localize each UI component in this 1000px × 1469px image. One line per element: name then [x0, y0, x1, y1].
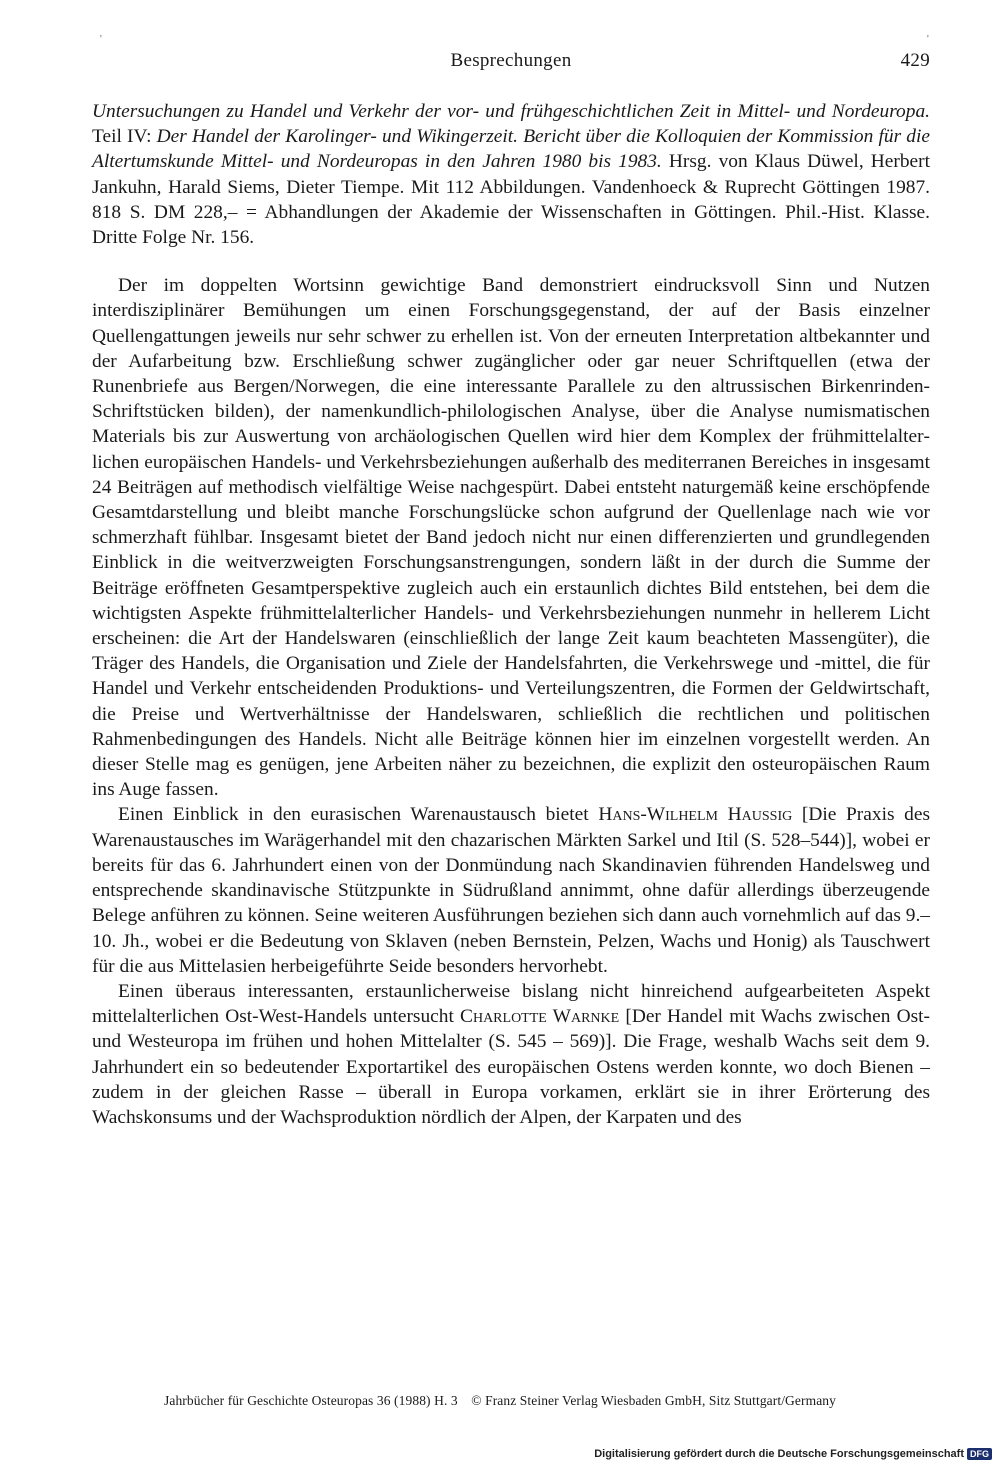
citation-part: Teil IV: — [92, 126, 157, 148]
footer-copyright: © Franz Steiner Verlag Wiesbaden GmbH, Sitz Stuttgart/Germany — [471, 1393, 836, 1408]
scan-mark-left: ' — [100, 34, 102, 45]
running-title: Besprechungen — [450, 50, 572, 71]
article-body — [92, 99, 930, 1130]
citation-title-1: Untersuchungen zu Handel und Verkehr der vor- und frühgeschichtlichen Zeit in Mittel- und Nordeuropa. — [92, 101, 930, 122]
book-citation — [92, 99, 930, 250]
paragraph-3-intro: Einen überaus interessanten, erstaunlicherweise bislang nicht hinreichend aufgearbeiteten Aspekt mittelalterlichen Ost-West-Handels untersucht — [92, 980, 930, 1028]
page-number: 429 — [900, 50, 930, 71]
author-name-warnke: Charlotte Warnke — [460, 1006, 620, 1028]
paragraph-2-rest: [Die Praxis des Warenaustausches im Warägerhandel mit den chazarischen Märkten Sarkel und Itil (S. 528–544)], wobei er bereits für das 6. Jahrhundert einen von der Donmündung nach Skandinavien führenden Handelsweg und entsprechende skandinavische Stützpunkte in Südrußland annimmt, ohne dafür allerdings überzeugende Belege anführen zu können. Seine weiteren Ausführungen beziehen sich dann auch vornehmlich auf das 9.–10. Jh., wobei er die Bedeutung von Sklaven (neben Bernstein, Pelzen, Wachs und Honig) als Tauschwert für die aus Mittelasien herbeigeführte Seide besonders hervorhebt. — [92, 804, 931, 977]
digitization-stamp — [594, 1448, 992, 1460]
paragraph-2-intro: Einen Einblick in den eurasischen Warenaustausch bietet — [118, 804, 599, 826]
author-name-haussig: Hans-Wilhelm Haussig — [598, 804, 793, 826]
digitization-text: Digitalisierung gefördert durch die Deutsche Forschungsgemeinschaft — [594, 1448, 964, 1460]
citation-details: Hrsg. von Klaus Düwel, Herbert Jankuhn, Harald Siems, Dieter Tiempe. Mit 112 Abbildungen. Vandenhoeck & Ruprecht Göttingen 1987. 818 S. DM 228,– = Abhandlungen der Akademie der Wissenschaften in Göttingen. Phil.-Hist. Klasse. Dritte Folge Nr. 156. — [92, 151, 931, 249]
footer-journal: Jahrbücher für Geschichte Osteuropas 36 (1988) H. 3 — [164, 1393, 458, 1408]
citation-title-2: Der Handel der Karolinger- und Wikingerzeit. Bericht über die Kolloquien der Kommission für die Altertumskunde Mittel- und Nordeuropas in den Jahren 1980 bis 1983. — [92, 126, 930, 173]
page-header — [92, 50, 930, 80]
paragraph-1: Der im doppelten Wortsinn gewichtige Band demonstriert eindrucksvoll Sinn und Nutzen interdisziplinärer Bemühungen um einen Forschungsgegenstand, der auf der Basis einzelner Quellengattungen jeweils nur sehr schwer zu erhellen ist. Von der erneuten Interpretation altbekannter und der Aufarbeitung bzw. Erschließung schwer zugänglicher oder gar neuer Schriftquellen (etwa der Runenbriefe aus Bergen/Norwegen, die eine interessante Parallele zu den altrussischen Birkenrinden-Schriftstücken bilden), der namenkundlich-philologischen Analyse, über die Analyse numismatischen Materials bis zur Auswertung von archäologischen Quellen wird hier dem Komplex der frühmittelalterlichen europäischen Handels- und Verkehrsbeziehungen außerhalb des mediterranen Bereiches in insgesamt 24 Beiträgen auf methodisch vielfältige Weise nachgespürt. Dabei entsteht naturgemäß keine erschöpfende Gesamtdarstellung und bleibt manche Forschungslücke schon aufgrund der Quellenlage nach wie vor schmerzhaft fühlbar. Insgesamt bietet der Band jedoch nicht nur einen differenzierten und grundlegenden Einblick in die weitverzweigten Forschungsanstrengungen, sondern läßt in der durch die Summe der Beiträge eröffneten Gesamtperspektive zugleich auch ein erstaunlich dichtes Bild entstehen, bei dem die wichtigsten Aspekte frühmittelalterlicher Handels- und Verkehrsbeziehungen nunmehr in hellerem Licht erscheinen: die Art der Handelswaren (einschließlich der lange Zeit kaum beachteten Massengüter), die Träger des Handels, die Organisation und Ziele der Handelsfahrten, die Verkehrswege und -mittel, die für Handel und Verkehr entscheidenden Produktions- und Verteilungszentren, die Formen der Geldwirtschaft, die Preise und Wertverhältnisse der Handelswaren, schließlich die rechtlichen und politischen Rahmenbedingungen des Handels. Nicht alle Beiträge können hier im einzelnen vorgestellt werden. An dieser Stelle mag es genügen, jene Arbeiten näher zu bezeichnen, die explizit den osteuropäischen Raum ins Auge fassen. — [92, 275, 930, 801]
scan-mark-right: ' — [927, 34, 929, 45]
paragraph-2 — [92, 802, 930, 978]
page-footer — [0, 1393, 1000, 1409]
dfg-logo-icon: DFG — [967, 1448, 992, 1460]
paragraph-3 — [92, 979, 930, 1130]
paragraph-3-rest: [Der Handel mit Wachs zwischen Ost- und Westeuropa im frühen und hohen Mittelalter (S. 545 – 569)]. Die Frage, weshalb Wachs seit dem 9. Jahrhundert ein so bedeutender Exportartikel des europäischen Ostens werden konnte, wo doch Bienen – zudem in der gleichen Rasse – überall in Europa vorkamen, erklärt sie in ihrer Erörterung des Wachskonsums und der Wachsproduktion nördlich der Alpen, der Karpaten und des — [92, 1006, 930, 1128]
